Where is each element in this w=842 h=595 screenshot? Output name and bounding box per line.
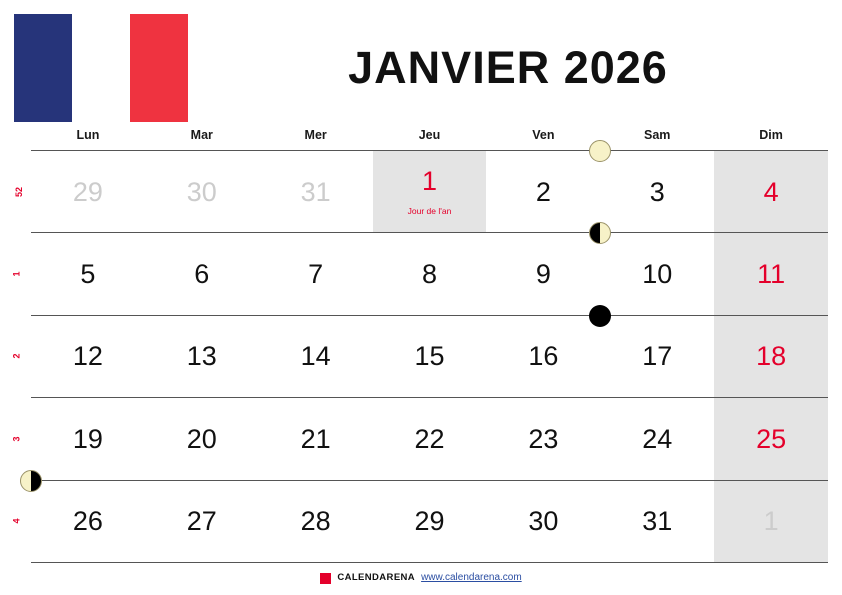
day-cell[interactable] <box>31 233 145 314</box>
day-number: 13 <box>186 341 217 372</box>
day-number: 12 <box>72 341 103 372</box>
calendar-header <box>0 0 842 122</box>
day-number: 2 <box>535 176 551 207</box>
day-cell[interactable] <box>259 151 373 232</box>
week-number: 1 <box>11 271 22 277</box>
day-number: 16 <box>528 341 559 372</box>
weekday-label-sat: Sam <box>644 128 671 142</box>
day-number: 14 <box>300 341 331 372</box>
day-number: 1 <box>763 506 779 537</box>
weekday-header-row <box>31 128 828 150</box>
day-number: 6 <box>194 258 210 289</box>
calendar-week-row <box>11 233 828 315</box>
flag-band-white <box>72 14 130 122</box>
day-cell[interactable] <box>31 481 145 562</box>
week-number: 2 <box>11 353 22 359</box>
day-number: 9 <box>535 258 551 289</box>
day-number: 20 <box>186 423 217 454</box>
day-number: 1 <box>421 165 438 196</box>
day-cell[interactable] <box>714 481 828 562</box>
day-cell[interactable] <box>145 151 259 232</box>
calendar-grid <box>11 150 828 562</box>
moon-phase-new-icon <box>589 305 611 327</box>
calendar-week-row <box>14 151 828 233</box>
france-flag-icon <box>14 14 188 122</box>
day-cell[interactable] <box>600 151 714 232</box>
day-number: 18 <box>756 341 787 372</box>
week-number: 4 <box>11 518 22 524</box>
weekday-label-fri: Ven <box>532 128 555 142</box>
day-cell[interactable] <box>373 398 487 479</box>
weekday-label-wed: Mer <box>304 128 327 142</box>
flag-band-blue <box>14 14 72 122</box>
day-number: 19 <box>72 423 103 454</box>
day-cell[interactable] <box>486 481 600 562</box>
day-cell[interactable] <box>145 398 259 479</box>
day-cell[interactable] <box>714 316 828 397</box>
day-cell[interactable] <box>600 233 714 314</box>
day-cell[interactable] <box>31 151 145 232</box>
day-number: 7 <box>308 258 324 289</box>
weekday-label-tue: Mar <box>190 128 213 142</box>
day-number: 24 <box>642 423 673 454</box>
week-number: 52 <box>14 186 25 197</box>
day-number: 28 <box>300 506 331 537</box>
day-cell[interactable] <box>714 151 828 232</box>
page-title: JANVIER 2026 <box>348 42 668 93</box>
day-cell[interactable] <box>600 316 714 397</box>
day-cell[interactable] <box>145 316 259 397</box>
day-cell[interactable] <box>145 233 259 314</box>
day-cell[interactable] <box>373 481 487 562</box>
day-number: 29 <box>72 176 103 207</box>
day-cell[interactable] <box>259 481 373 562</box>
day-cell[interactable] <box>373 316 487 397</box>
week-number: 3 <box>11 436 22 442</box>
footer-brand: CALENDARENA <box>337 571 416 583</box>
calendar-week-row <box>11 316 828 398</box>
moon-phase-full-icon <box>589 140 611 162</box>
day-number: 22 <box>414 423 445 454</box>
day-number: 30 <box>528 506 559 537</box>
day-cell[interactable] <box>373 233 487 314</box>
day-cell[interactable] <box>714 398 828 479</box>
day-number: 31 <box>300 176 331 207</box>
day-cell[interactable] <box>31 316 145 397</box>
footer <box>0 566 842 588</box>
day-number: 8 <box>421 258 438 289</box>
day-number: 3 <box>649 176 665 207</box>
day-number: 17 <box>642 341 673 372</box>
calendar-week-row <box>11 398 828 480</box>
calendarena-logo-icon <box>320 573 331 584</box>
day-number: 25 <box>756 423 787 454</box>
flag-band-red <box>130 14 188 122</box>
day-cell[interactable] <box>259 316 373 397</box>
day-cell[interactable] <box>145 481 259 562</box>
weekday-label-thu: Jeu <box>418 128 441 142</box>
day-cell[interactable] <box>600 481 714 562</box>
day-number: 23 <box>528 423 559 454</box>
day-cell[interactable] <box>259 398 373 479</box>
day-number: 11 <box>757 258 786 289</box>
day-cell[interactable] <box>486 398 600 479</box>
day-cell[interactable] <box>486 316 600 397</box>
day-cell[interactable] <box>600 398 714 479</box>
moon-phase-last-icon <box>589 222 611 244</box>
day-number: 15 <box>414 341 445 372</box>
day-cell[interactable] <box>31 398 145 479</box>
day-number: 29 <box>414 506 445 537</box>
day-number: 26 <box>72 506 103 537</box>
day-cell[interactable] <box>486 151 600 232</box>
holiday-label: Jour de l'an <box>407 206 452 217</box>
weekday-label-mon: Lun <box>76 128 100 142</box>
weekday-label-sun: Dim <box>759 128 783 142</box>
day-cell[interactable] <box>714 233 828 314</box>
calendar-week-row <box>11 481 828 563</box>
day-number: 27 <box>186 506 217 537</box>
day-cell[interactable] <box>486 233 600 314</box>
day-cell[interactable] <box>259 233 373 314</box>
day-number: 10 <box>642 258 673 289</box>
day-cell[interactable] <box>373 151 487 232</box>
moon-phase-first-icon <box>20 470 42 492</box>
day-number: 30 <box>186 176 217 207</box>
footer-url-link[interactable]: www.calendarena.com <box>421 571 522 583</box>
day-number: 21 <box>300 423 331 454</box>
day-number: 5 <box>80 258 96 289</box>
day-number: 4 <box>763 176 779 207</box>
day-number: 31 <box>642 506 673 537</box>
